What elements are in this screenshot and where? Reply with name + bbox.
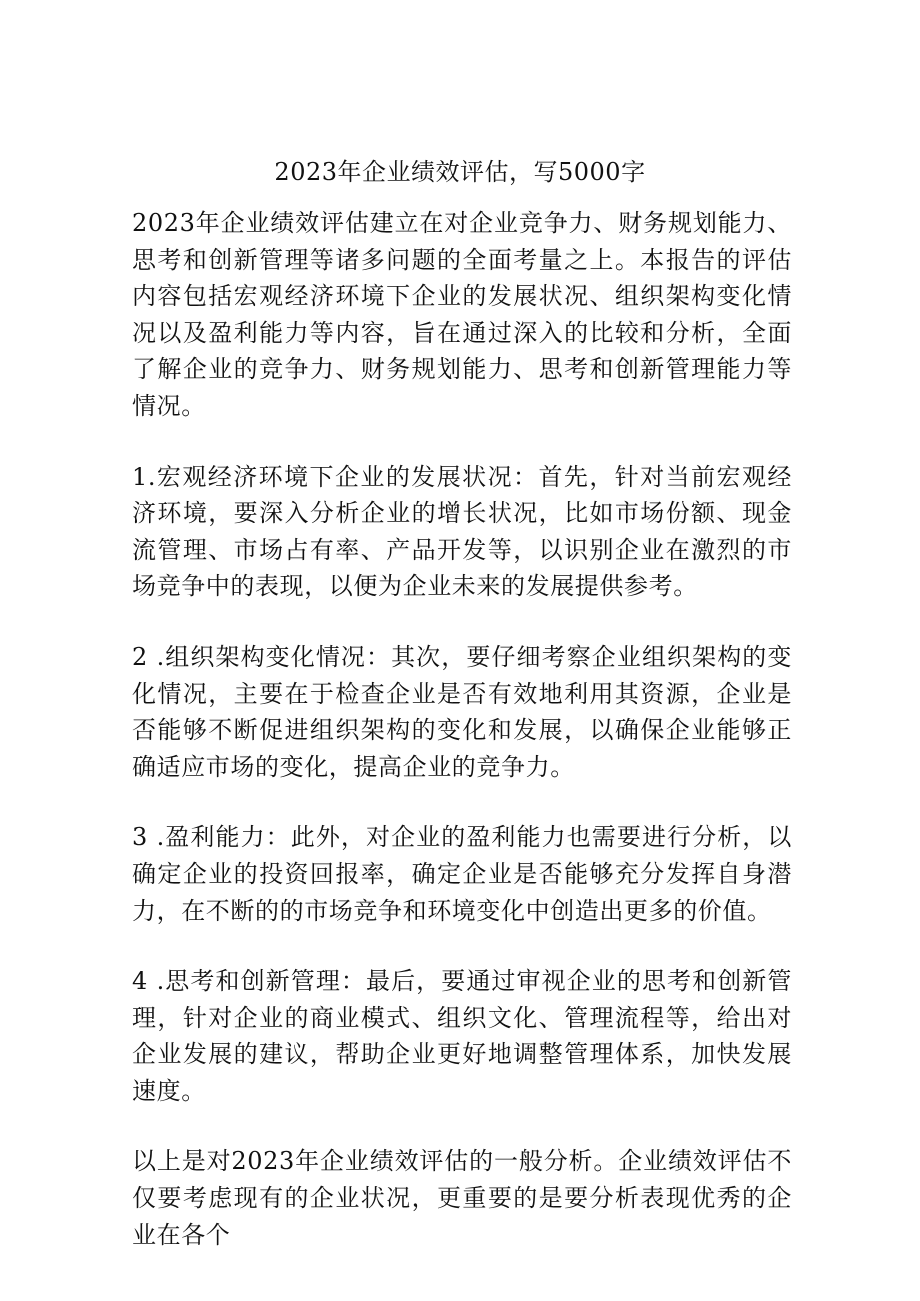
document-title: 2023年企业绩效评估，写5000字 xyxy=(274,158,646,186)
document-body xyxy=(132,205,792,1287)
paragraph-macro-economy: 1.宏观经济环境下企业的发展状况：首先，针对当前宏观经济环境，要深入分析企业的增长状况，比如市场份额、现金流管理、市场占有率、产品开发等，以识别企业在激烈的市场竞争中的表现，以便为企业未来的发展提供参考。 xyxy=(132,462,792,601)
paragraph-profitability: 3 .盈利能力：此外，对企业的盈利能力也需要进行分析，以确定企业的投资回报率，确定企业是否能够充分发挥自身潜力，在不断的的市场竞争和环境变化中创造出更多的价值。 xyxy=(132,823,792,925)
paragraph-innovation: 4 .思考和创新管理：最后，要通过审视企业的思考和创新管理，针对企业的商业模式、组织文化、管理流程等，给出对企业发展的建议，帮助企业更好地调整管理体系，加快发展速度。 xyxy=(132,967,792,1105)
paragraph-intro: 2023年企业绩效评估建立在对企业竞争力、财务规划能力、思考和创新管理等诸多问题的全面考量之上。本报告的评估内容包括宏观经济环境下企业的发展状况、组织架构变化情况以及盈利能力等内容，旨在通过深入的比较和分析，全面了解企业的竞争力、财务规划能力、思考和创新管理能力等情况。 xyxy=(132,209,792,420)
paragraph-organization: 2 .组织架构变化情况：其次，要仔细考察企业组织架构的变化情况，主要在于检查企业是否有效地利用其资源，企业是否能够不断促进组织架构的变化和发展，以确保企业能够正确适应市场的变化，提高企业的竞争力。 xyxy=(132,642,792,781)
paragraph-summary: 以上是对2023年企业绩效评估的一般分析。企业绩效评估不仅要考虑现有的企业状况，更重要的是要分析表现优秀的企业在各个 xyxy=(132,1147,792,1249)
